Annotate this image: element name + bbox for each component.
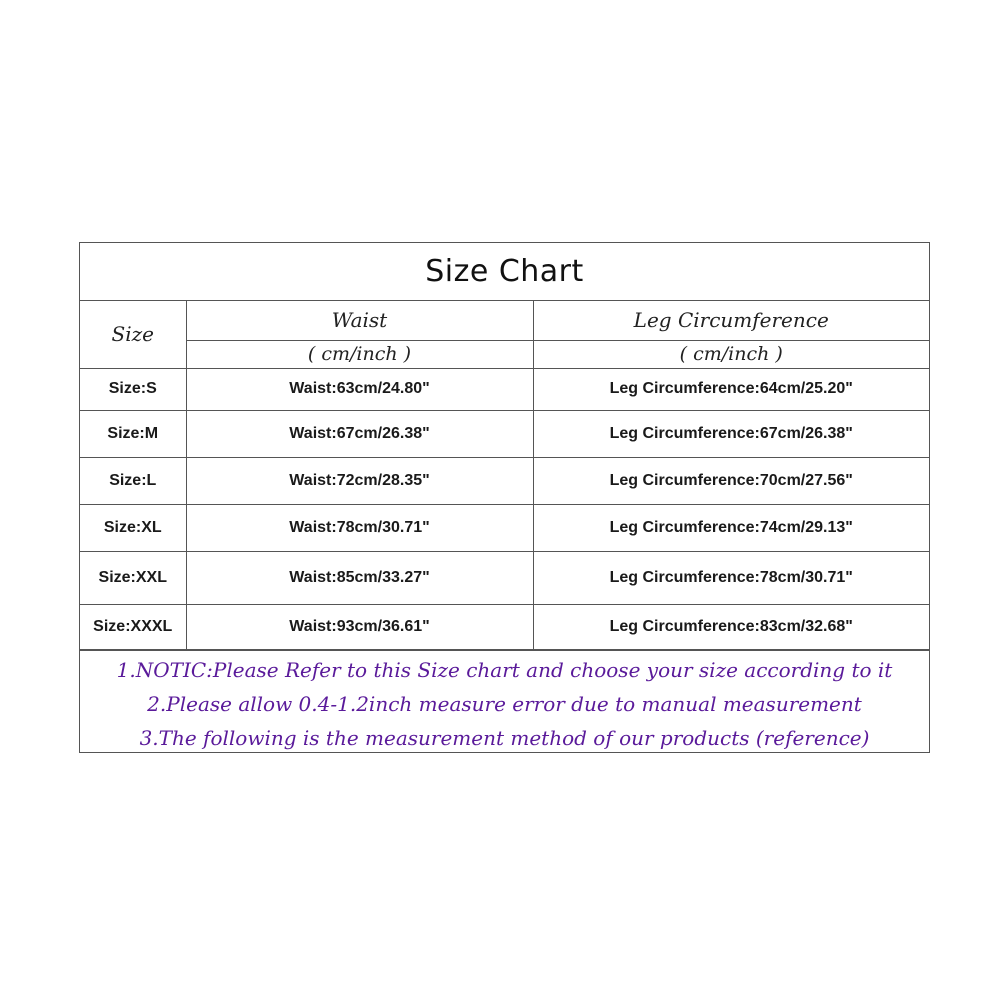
leg-cell: Leg Circumference:64cm/25.20" — [533, 368, 929, 410]
waist-cell: Waist:63cm/24.80" — [186, 368, 533, 410]
waist-cell: Waist:85cm/33.27" — [186, 551, 533, 604]
leg-cell: Leg Circumference:74cm/29.13" — [533, 504, 929, 551]
leg-cell: Leg Circumference:78cm/30.71" — [533, 551, 929, 604]
size-cell: Size:L — [80, 457, 186, 504]
notes-section — [80, 650, 929, 755]
leg-unit: ( cm/inch ) — [533, 340, 929, 368]
unit-row — [80, 340, 929, 368]
header-row — [80, 301, 929, 340]
size-cell: Size:XXL — [80, 551, 186, 604]
table-row — [80, 368, 929, 410]
leg-column-header: Leg Circumference — [533, 301, 929, 340]
note-line: 1.NOTIC:Please Refer to this Size chart and choose your size according to it — [116, 657, 893, 682]
table-row — [80, 551, 929, 604]
size-cell: Size:S — [80, 368, 186, 410]
note-line: 2.Please allow 0.4-1.2inch measure error due to manual measurement — [147, 691, 862, 716]
waist-cell: Waist:93cm/36.61" — [186, 604, 533, 649]
waist-column-header: Waist — [186, 301, 533, 340]
table-row — [80, 604, 929, 649]
leg-cell: Leg Circumference:67cm/26.38" — [533, 410, 929, 457]
note-line: 3.The following is the measurement method of our products (reference) — [139, 725, 870, 750]
size-cell: Size:M — [80, 410, 186, 457]
size-chart-table — [79, 242, 930, 753]
size-grid — [80, 301, 929, 650]
size-cell: Size:XXXL — [80, 604, 186, 649]
waist-cell: Waist:67cm/26.38" — [186, 410, 533, 457]
leg-cell: Leg Circumference:83cm/32.68" — [533, 604, 929, 649]
table-row — [80, 410, 929, 457]
size-column-header: Size — [80, 301, 186, 368]
waist-cell: Waist:78cm/30.71" — [186, 504, 533, 551]
waist-cell: Waist:72cm/28.35" — [186, 457, 533, 504]
chart-title: Size Chart — [80, 243, 929, 301]
size-cell: Size:XL — [80, 504, 186, 551]
leg-cell: Leg Circumference:70cm/27.56" — [533, 457, 929, 504]
waist-unit: ( cm/inch ) — [186, 340, 533, 368]
table-row — [80, 504, 929, 551]
table-row — [80, 457, 929, 504]
